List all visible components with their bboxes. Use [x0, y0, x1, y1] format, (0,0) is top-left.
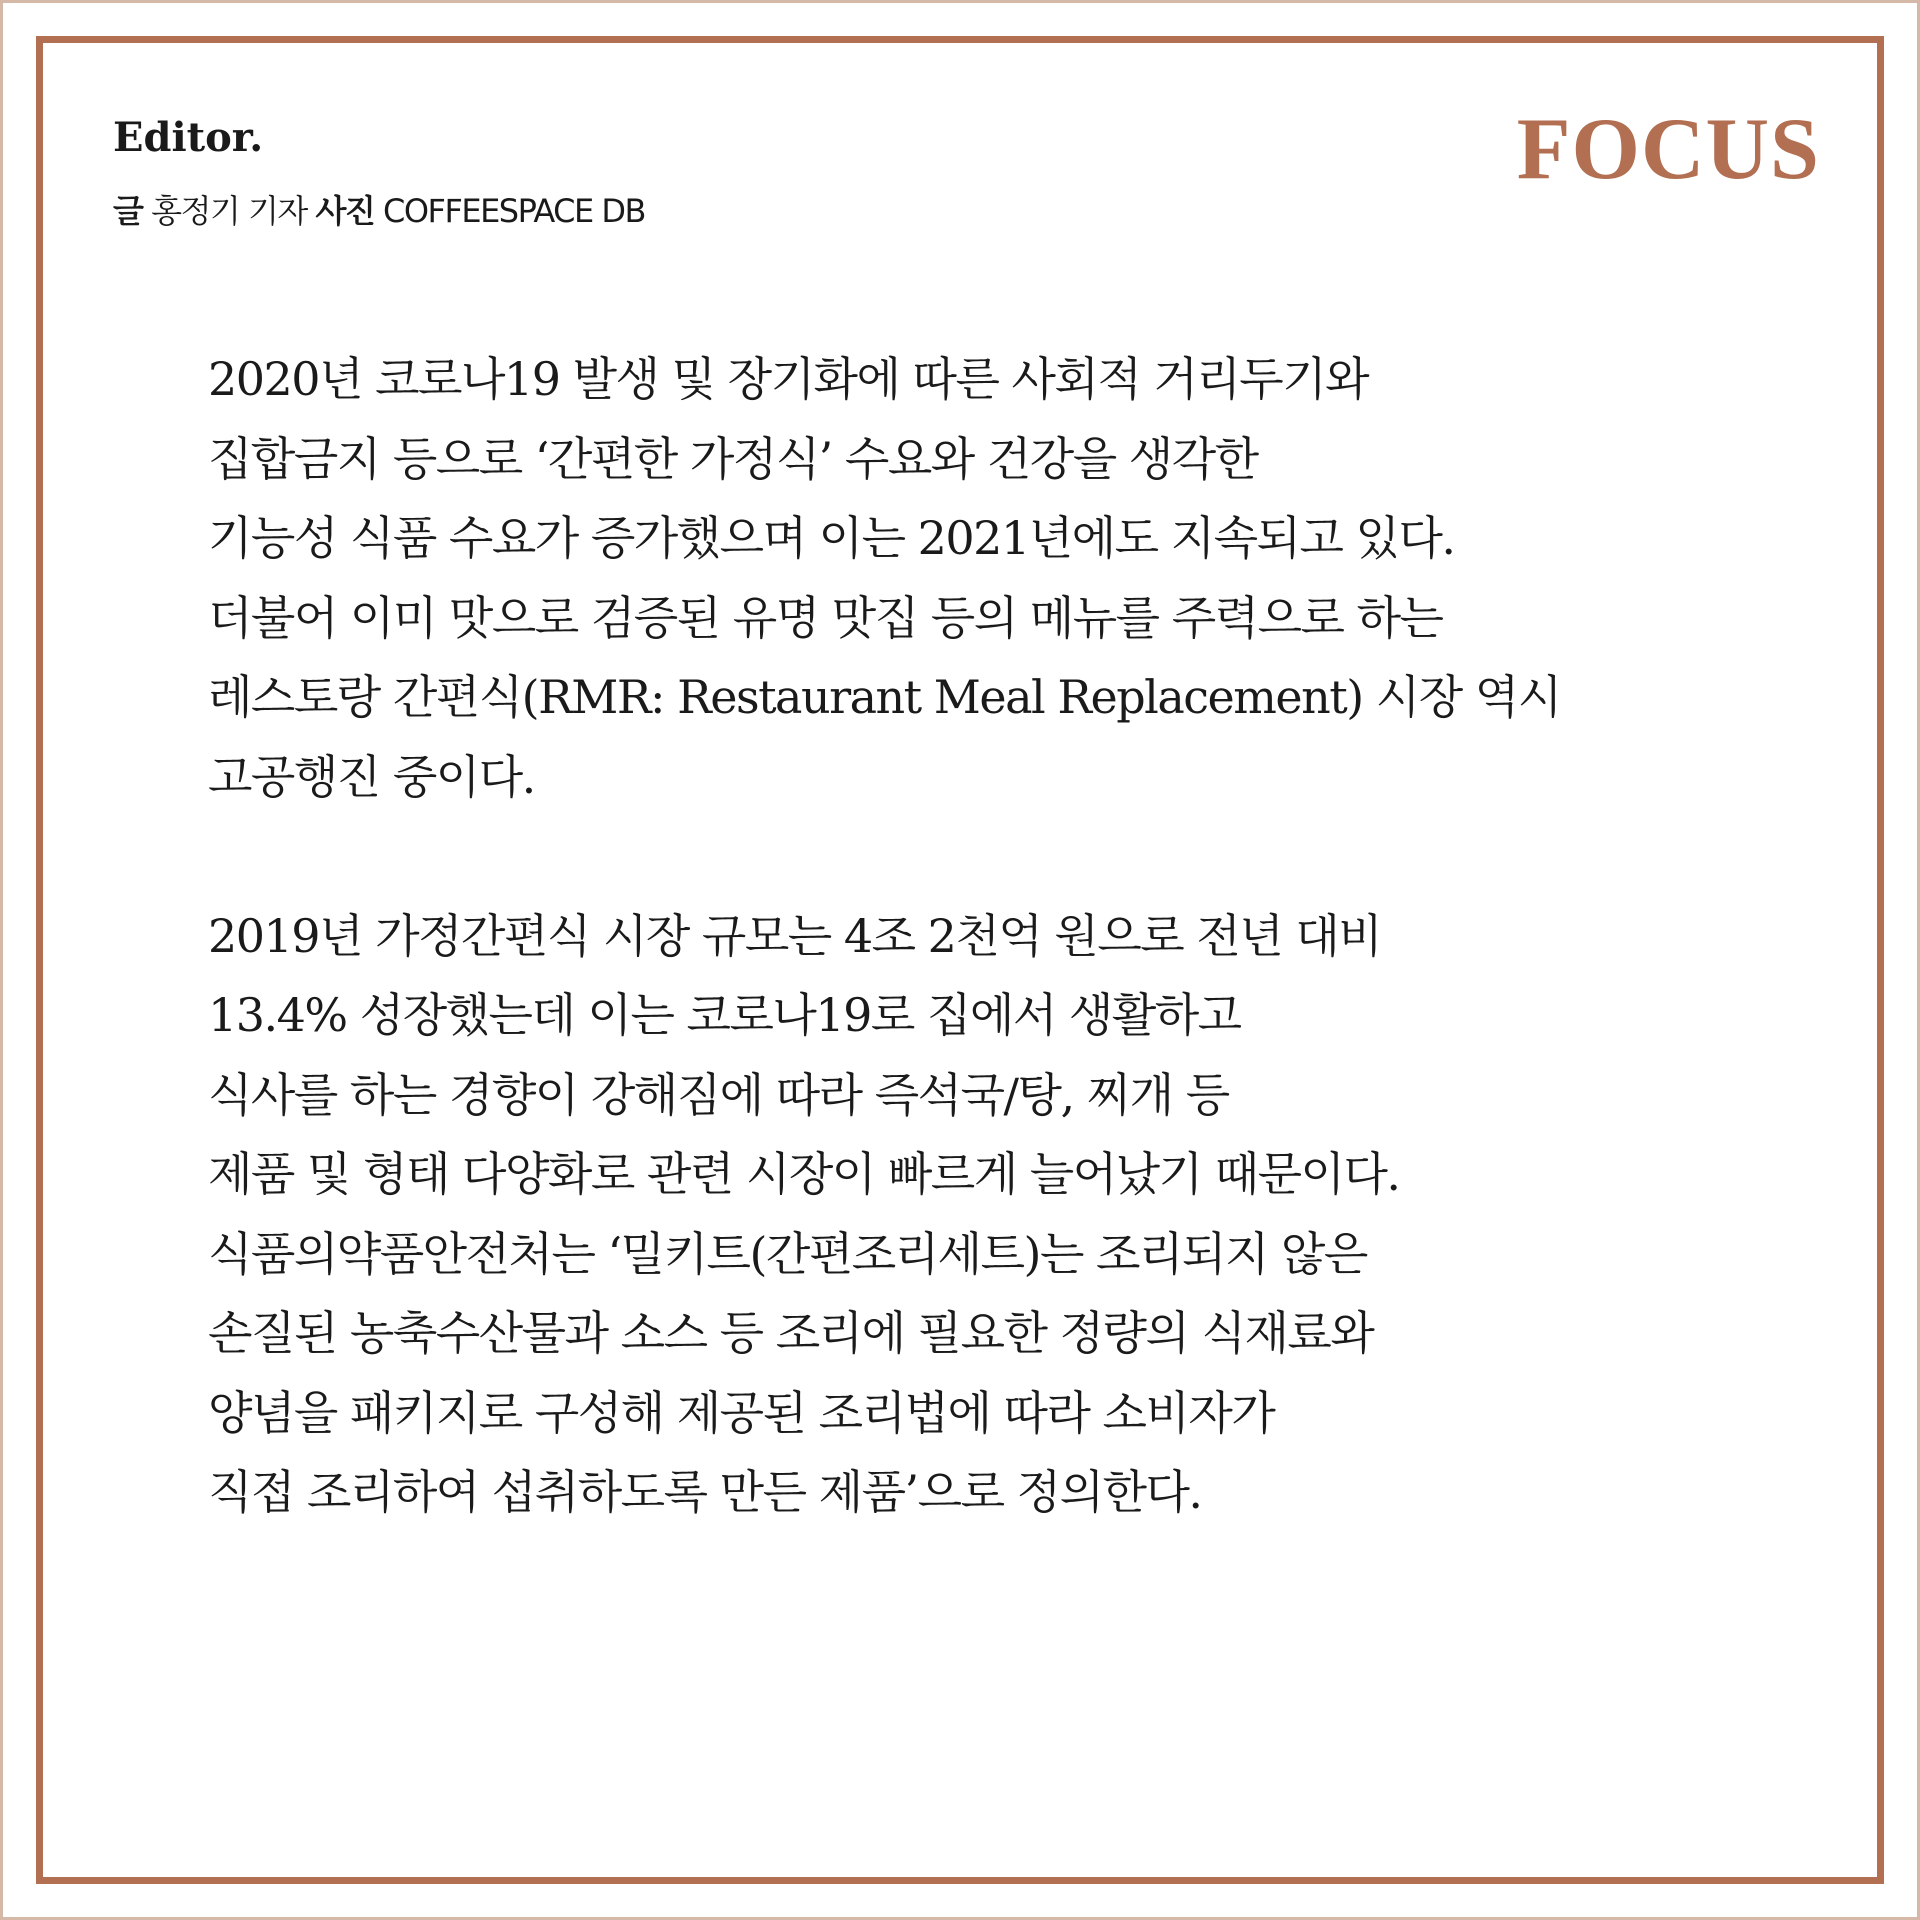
text-line: 손질된 농축수산물과 소스 등 조리에 필요한 정량의 식재료와 [208, 1306, 1374, 1360]
text-line: 2019년 가정간편식 시장 규모는 4조 2천억 원으로 전년 대비 [208, 908, 1382, 963]
text-line: 식품의약품안전처는 ‘밀키트(간편조리세트)는 조리되지 않은 [208, 1226, 1367, 1281]
text-line: 2020년 코로나19 발생 및 장기화에 따른 사회적 거리두기와 [208, 352, 1369, 406]
article-body [208, 340, 1768, 1533]
text-line: 식사를 하는 경향이 강해짐에 따라 즉석국/탕, 찌개 등 [208, 1067, 1229, 1122]
text-line: 더불어 이미 맛으로 검증된 유명 맛집 등의 메뉴를 주력으로 하는 [208, 590, 1443, 645]
photo-source: COFFEESPACE DB [383, 192, 645, 230]
text-line: 양념을 패키지로 구성해 제공된 조리법에 따라 소비자가 [208, 1385, 1275, 1440]
photo-label: 사진 [315, 192, 375, 230]
article-paragraph-1 [208, 340, 1768, 817]
text-line: 레스토랑 간편식(RMR: Restaurant Meal Replacement) 시장 역시 [208, 670, 1561, 724]
writer-name: 홍정기 기자 [151, 192, 307, 230]
article-paragraph-2 [208, 897, 1768, 1533]
writer-label: 글 [113, 192, 143, 230]
editor-label: Editor. [113, 114, 264, 161]
text-line: 제품 및 형태 다양화로 관련 시장이 빠르게 늘어났기 때문이다. [208, 1147, 1400, 1201]
section-title: FOCUS [1516, 101, 1820, 198]
text-line: 고공행진 중이다. [208, 749, 535, 804]
text-line: 직접 조리하여 섭취하도록 만든 제품’으로 정의한다. [208, 1465, 1202, 1519]
text-line: 집합금지 등으로 ‘간편한 가정식’ 수요와 건강을 생각한 [208, 431, 1258, 486]
text-line: 기능성 식품 수요가 증가했으며 이는 2021년에도 지속되고 있다. [208, 511, 1455, 565]
text-line: 13.4% 성장했는데 이는 코로나19로 집에서 생활하고 [208, 988, 1241, 1042]
credits-line [113, 186, 645, 236]
